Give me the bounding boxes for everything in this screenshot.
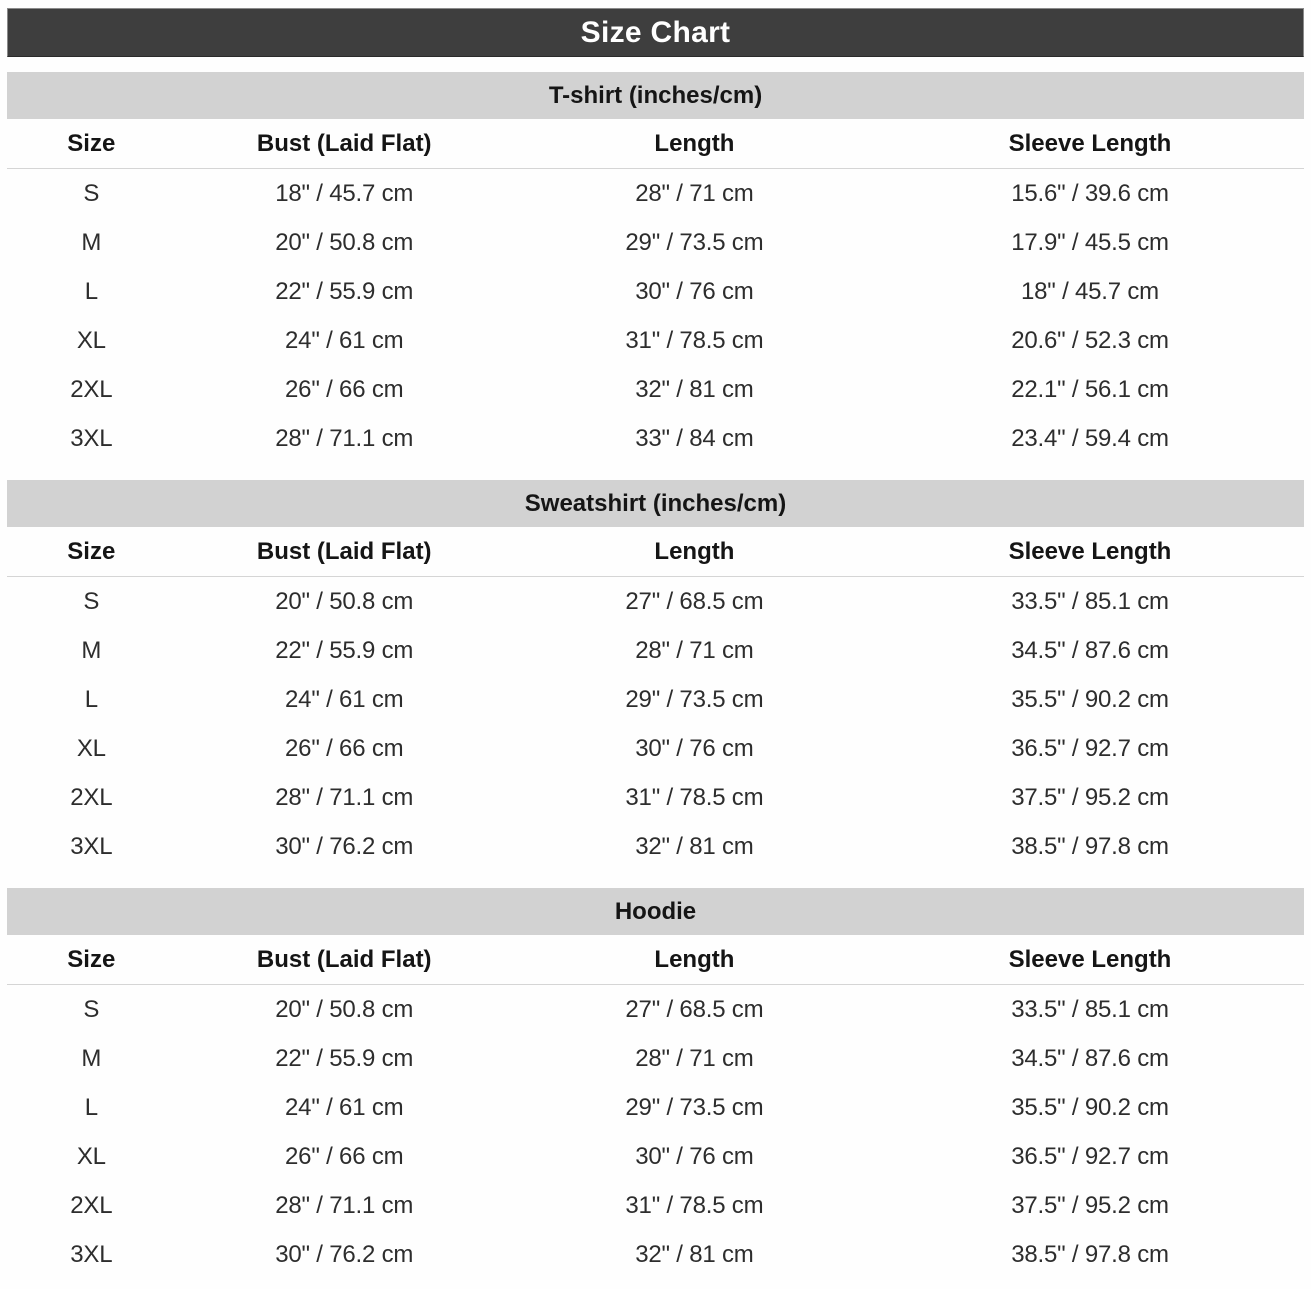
table-row: [7, 1034, 1304, 1083]
table-row: [7, 1230, 1304, 1279]
measurement-cell: 20" / 50.8 cm: [275, 995, 414, 1023]
measurement-cell: 36.5" / 92.7 cm: [1011, 1142, 1169, 1170]
measurement-cell: 34.5" / 87.6 cm: [1011, 636, 1169, 664]
size-cell: XL: [76, 734, 106, 762]
table-row: [7, 169, 1304, 219]
measurement-cell: 22.1" / 56.1 cm: [1011, 375, 1169, 403]
table-row: [7, 985, 1304, 1035]
size-cell: L: [84, 277, 98, 305]
measurement-cell: 33" / 84 cm: [635, 424, 754, 452]
measurement-cell: 29" / 73.5 cm: [625, 1093, 764, 1121]
measurement-cell: 27" / 68.5 cm: [625, 995, 764, 1023]
table-row: [7, 724, 1304, 773]
measurement-cell: 28" / 71.1 cm: [275, 783, 414, 811]
measurement-cell: 27" / 68.5 cm: [625, 587, 764, 615]
measurement-cell: 28" / 71 cm: [635, 179, 754, 207]
size-table: [7, 527, 1304, 871]
table-row: [7, 1181, 1304, 1230]
column-header: Sleeve Length: [876, 119, 1304, 169]
measurement-cell: 33.5" / 85.1 cm: [1011, 995, 1169, 1023]
measurement-cell: 32" / 81 cm: [635, 1240, 754, 1268]
measurement-cell: 30" / 76 cm: [635, 1142, 754, 1170]
column-header-row: [7, 935, 1304, 985]
measurement-cell: 36.5" / 92.7 cm: [1011, 734, 1169, 762]
measurement-cell: 38.5" / 97.8 cm: [1011, 1240, 1169, 1268]
size-cell: 2XL: [70, 1191, 113, 1219]
size-chart-title-bar: [7, 8, 1304, 57]
size-table: [7, 119, 1304, 463]
size-chart-sections: [7, 72, 1304, 1279]
page-title: Size Chart: [580, 15, 731, 49]
measurement-cell: 20" / 50.8 cm: [275, 587, 414, 615]
table-row: [7, 577, 1304, 627]
measurement-cell: 28" / 71 cm: [635, 1044, 754, 1072]
size-cell: S: [83, 179, 100, 207]
column-header-row: [7, 119, 1304, 169]
size-cell: 3XL: [70, 424, 113, 452]
table-row: [7, 675, 1304, 724]
section-banner: Hoodie: [7, 888, 1304, 935]
section-banner: T-shirt (inches/cm): [7, 72, 1304, 119]
table-row: [7, 218, 1304, 267]
measurement-cell: 22" / 55.9 cm: [275, 277, 414, 305]
measurement-cell: 22" / 55.9 cm: [275, 636, 414, 664]
table-row: [7, 822, 1304, 871]
size-cell: M: [81, 228, 102, 256]
measurement-cell: 28" / 71 cm: [635, 636, 754, 664]
column-header: Sleeve Length: [876, 935, 1304, 985]
table-row: [7, 1083, 1304, 1132]
measurement-cell: 38.5" / 97.8 cm: [1011, 832, 1169, 860]
column-header-row: [7, 527, 1304, 577]
size-cell: 3XL: [70, 832, 113, 860]
measurement-cell: 29" / 73.5 cm: [625, 685, 764, 713]
measurement-cell: 35.5" / 90.2 cm: [1011, 1093, 1169, 1121]
measurement-cell: 24" / 61 cm: [285, 685, 404, 713]
measurement-cell: 29" / 73.5 cm: [625, 228, 764, 256]
measurement-cell: 32" / 81 cm: [635, 375, 754, 403]
table-row: [7, 316, 1304, 365]
measurement-cell: 33.5" / 85.1 cm: [1011, 587, 1169, 615]
size-cell: S: [83, 587, 100, 615]
size-cell: L: [84, 685, 98, 713]
measurement-cell: 18" / 45.7 cm: [1020, 277, 1159, 305]
column-header: Size: [7, 935, 176, 985]
table-row: [7, 626, 1304, 675]
table-row: [7, 365, 1304, 414]
column-header: Sleeve Length: [876, 527, 1304, 577]
measurement-cell: 28" / 71.1 cm: [275, 1191, 414, 1219]
measurement-cell: 37.5" / 95.2 cm: [1011, 1191, 1169, 1219]
size-cell: L: [84, 1093, 98, 1121]
size-section: [7, 888, 1304, 1279]
measurement-cell: 34.5" / 87.6 cm: [1011, 1044, 1169, 1072]
measurement-cell: 31" / 78.5 cm: [625, 326, 764, 354]
measurement-cell: 24" / 61 cm: [285, 326, 404, 354]
column-header: Size: [7, 119, 176, 169]
size-cell: 2XL: [70, 375, 113, 403]
size-table: [7, 935, 1304, 1279]
column-header: Bust (Laid Flat): [176, 119, 513, 169]
size-cell: M: [81, 1044, 102, 1072]
column-header: Length: [513, 527, 876, 577]
column-header: Size: [7, 527, 176, 577]
measurement-cell: 24" / 61 cm: [285, 1093, 404, 1121]
measurement-cell: 18" / 45.7 cm: [275, 179, 414, 207]
measurement-cell: 35.5" / 90.2 cm: [1011, 685, 1169, 713]
measurement-cell: 31" / 78.5 cm: [625, 783, 764, 811]
measurement-cell: 26" / 66 cm: [285, 1142, 404, 1170]
measurement-cell: 30" / 76 cm: [635, 734, 754, 762]
column-header: Bust (Laid Flat): [176, 527, 513, 577]
measurement-cell: 22" / 55.9 cm: [275, 1044, 414, 1072]
size-cell: 3XL: [70, 1240, 113, 1268]
table-row: [7, 773, 1304, 822]
size-section: [7, 72, 1304, 463]
size-section: [7, 480, 1304, 871]
measurement-cell: 31" / 78.5 cm: [625, 1191, 764, 1219]
measurement-cell: 30" / 76.2 cm: [275, 1240, 414, 1268]
size-cell: XL: [76, 326, 106, 354]
measurement-cell: 26" / 66 cm: [285, 375, 404, 403]
table-row: [7, 414, 1304, 463]
measurement-cell: 32" / 81 cm: [635, 832, 754, 860]
measurement-cell: 20" / 50.8 cm: [275, 228, 414, 256]
column-header: Bust (Laid Flat): [176, 935, 513, 985]
section-banner: Sweatshirt (inches/cm): [7, 480, 1304, 527]
measurement-cell: 28" / 71.1 cm: [275, 424, 414, 452]
measurement-cell: 20.6" / 52.3 cm: [1011, 326, 1169, 354]
table-row: [7, 267, 1304, 316]
measurement-cell: 17.9" / 45.5 cm: [1011, 228, 1169, 256]
measurement-cell: 23.4" / 59.4 cm: [1011, 424, 1169, 452]
measurement-cell: 26" / 66 cm: [285, 734, 404, 762]
measurement-cell: 30" / 76 cm: [635, 277, 754, 305]
size-cell: S: [83, 995, 100, 1023]
table-row: [7, 1132, 1304, 1181]
measurement-cell: 37.5" / 95.2 cm: [1011, 783, 1169, 811]
column-header: Length: [513, 119, 876, 169]
measurement-cell: 30" / 76.2 cm: [275, 832, 414, 860]
measurement-cell: 15.6" / 39.6 cm: [1011, 179, 1169, 207]
size-cell: XL: [76, 1142, 106, 1170]
size-cell: 2XL: [70, 783, 113, 811]
column-header: Length: [513, 935, 876, 985]
size-cell: M: [81, 636, 102, 664]
